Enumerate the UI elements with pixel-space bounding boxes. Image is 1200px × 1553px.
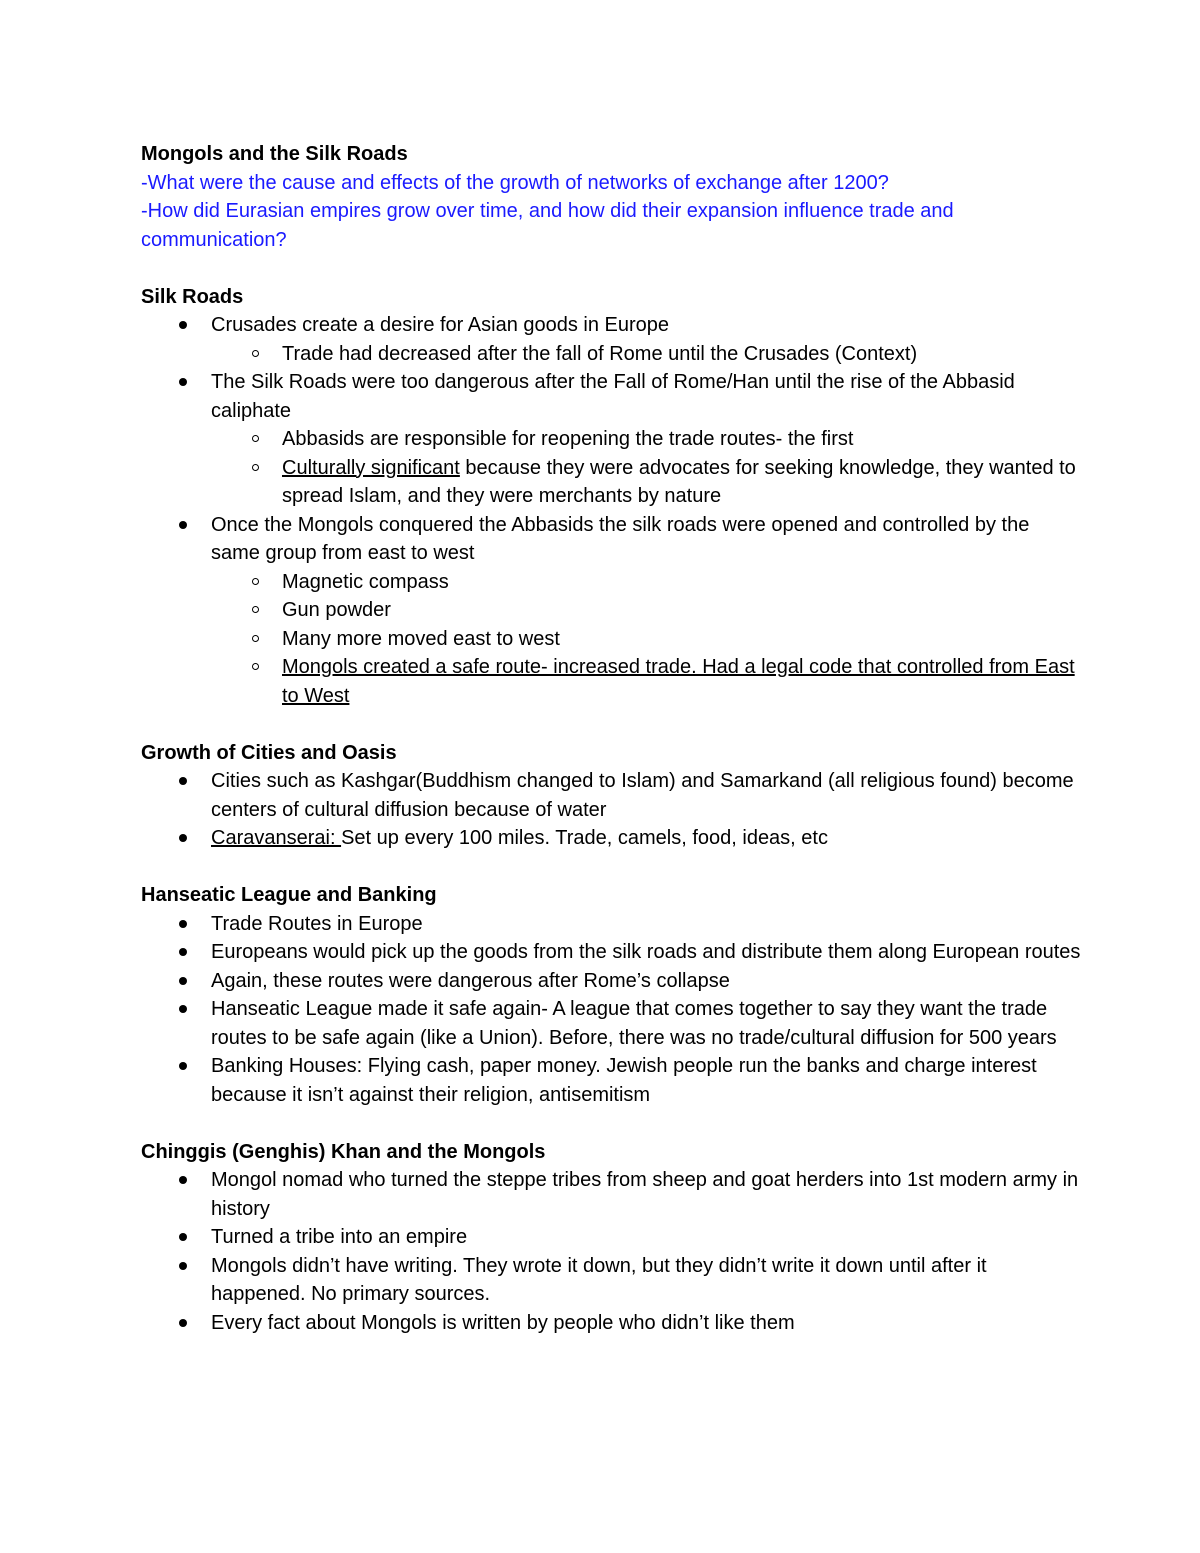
underlined-text: Caravanserai:: [211, 827, 342, 849]
list-item: [141, 368, 1081, 511]
list-item: [141, 1309, 1081, 1338]
sub-list-item: [141, 625, 1081, 654]
bullet-icon: [179, 920, 187, 928]
sub-list-item: [141, 425, 1081, 454]
list-item-text: Turned a tribe into an empire: [211, 1226, 468, 1248]
sub-list-item-text: Gun powder: [282, 599, 391, 621]
hollow-bullet-icon: [252, 464, 259, 471]
list-item: [141, 511, 1081, 711]
underlined-text: Mongols created a safe route- increased trade. Had a legal code that controlled from East to West: [282, 656, 1075, 707]
hollow-bullet-icon: [252, 350, 259, 357]
bullet-icon: [179, 1176, 187, 1184]
list-item-text: Mongol nomad who turned the steppe tribes from sheep and goat herders into 1st modern army in history: [211, 1169, 1079, 1220]
sub-list-item: [141, 568, 1081, 597]
bullet-icon: [179, 1319, 187, 1327]
document-page: [141, 140, 1081, 1337]
list-item-text: The Silk Roads were too dangerous after the Fall of Rome/Han until the rise of the Abbasid caliphate: [211, 371, 1015, 422]
bullet-icon: [179, 777, 187, 785]
guiding-question-1: -What were the cause and effects of the growth of networks of exchange after 1200?: [141, 171, 889, 194]
list-item: [141, 824, 1081, 853]
list-item-text: Europeans would pick up the goods from the silk roads and distribute them along European routes: [211, 941, 1081, 963]
list-item-text: Crusades create a desire for Asian goods in Europe: [211, 314, 670, 336]
sub-list: [211, 568, 1081, 711]
bullet-icon: [179, 948, 187, 956]
list-item-text: Set up every 100 miles. Trade, camels, food, ideas, etc: [341, 827, 828, 849]
hollow-bullet-icon: [252, 635, 259, 642]
list-item: [141, 1252, 1081, 1309]
list-item: [141, 311, 1081, 368]
list-item: [141, 1052, 1081, 1109]
bullet-list: [141, 311, 1081, 710]
hollow-bullet-icon: [252, 578, 259, 585]
bullet-icon: [179, 1062, 187, 1070]
list-item-text: Hanseatic League made it safe again- A league that comes together to say they want the trade routes to be safe again (like a Union). Before, there was no trade/cultural diffusion for 500 years: [211, 998, 1057, 1049]
list-item-text: Cities such as Kashgar(Buddhism changed to Islam) and Samarkand (all religious found) become centers of cultural diffusion because of water: [211, 770, 1074, 821]
bullet-icon: [179, 834, 187, 842]
bullet-icon: [179, 1262, 187, 1270]
bullet-icon: [179, 321, 187, 329]
list-item: [141, 967, 1081, 996]
list-item: [141, 938, 1081, 967]
list-item-text: Once the Mongols conquered the Abbasids the silk roads were opened and controlled by the same group from east to west: [211, 513, 1030, 564]
section-hanseatic: [141, 881, 1081, 1109]
bullet-icon: [179, 378, 187, 386]
section-chinggis: [141, 1138, 1081, 1338]
sub-list-item: [141, 340, 1081, 369]
list-item-text: Mongols didn’t have writing. They wrote it down, but they didn’t write it down until after it happened. No primary sources.: [211, 1254, 987, 1305]
bullet-list: [141, 910, 1081, 1110]
sub-list-item-text: because they were advocates for seeking knowledge, they wanted to spread Islam, and they were merchants by nature: [282, 456, 1076, 507]
sub-list-item-text: Many more moved east to west: [282, 627, 560, 650]
list-item: [141, 910, 1081, 939]
hollow-bullet-icon: [252, 606, 259, 613]
sub-list: [211, 425, 1081, 511]
list-item: [141, 767, 1081, 824]
sub-list-item-text: Trade had decreased after the fall of Rome until the Crusades (Context): [282, 342, 918, 365]
hollow-bullet-icon: [252, 435, 259, 442]
list-item-text: Again, these routes were dangerous after Rome’s collapse: [211, 969, 730, 992]
sub-list-item-text: Magnetic compass: [282, 570, 449, 593]
bullet-icon: [179, 977, 187, 985]
sub-list-item: [141, 596, 1081, 625]
bullet-icon: [179, 521, 187, 529]
section-silk-roads: [141, 283, 1081, 711]
list-item: [141, 1223, 1081, 1252]
bullet-icon: [179, 1005, 187, 1013]
list-item: [141, 995, 1081, 1052]
section-heading: Silk Roads: [141, 285, 244, 308]
section-heading: Hanseatic League and Banking: [141, 884, 437, 906]
sub-list-item: [141, 454, 1081, 511]
section-heading: Growth of Cities and Oasis: [141, 741, 397, 764]
hollow-bullet-icon: [252, 663, 259, 670]
sub-list-item: [141, 653, 1081, 710]
sub-list: [211, 340, 1081, 369]
list-item-text: Banking Houses: Flying cash, paper money. Jewish people run the banks and charge interest because it isn’t against their religion, antisemitism: [211, 1055, 1037, 1106]
section-heading: Chinggis (Genghis) Khan and the Mongols: [141, 1140, 546, 1163]
underlined-text: Culturally significant: [282, 456, 460, 479]
bullet-list: [141, 1166, 1081, 1337]
section-cities: [141, 739, 1081, 853]
list-item-text: Trade Routes in Europe: [211, 912, 423, 935]
sub-list-item-text: Abbasids are responsible for reopening the trade routes- the first: [282, 428, 854, 450]
guiding-question-2: -How did Eurasian empires grow over time, and how did their expansion influence trade and communication?: [141, 200, 954, 251]
bullet-icon: [179, 1233, 187, 1241]
list-item: [141, 1166, 1081, 1223]
bullet-list: [141, 767, 1081, 853]
list-item-text: Every fact about Mongols is written by people who didn’t like them: [211, 1311, 795, 1334]
document-title: Mongols and the Silk Roads: [141, 143, 408, 165]
